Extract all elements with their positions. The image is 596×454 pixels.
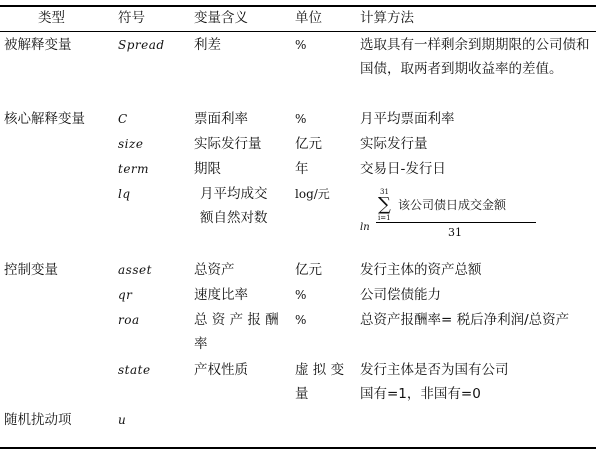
row-unit: 年 <box>295 161 309 177</box>
row-unit: % <box>295 112 307 126</box>
row-method: 实际发行量 <box>360 136 428 152</box>
header-unit: 单位 <box>295 10 322 26</box>
row-method: 交易日-发行日 <box>360 161 446 177</box>
formula-denominator: 31 <box>448 226 462 239</box>
header-meaning: 变量含义 <box>194 10 248 26</box>
row-symbol: size <box>118 137 144 151</box>
formula-ln: ln <box>360 222 370 233</box>
table-bottom-rule <box>0 447 596 449</box>
row-symbol: term <box>118 162 150 176</box>
row-method: 选取具有一样剩余到期期限的公司债和国债，取两者到期收益率的差值。 <box>360 37 590 77</box>
header-method: 计算方法 <box>360 10 414 26</box>
row-symbol: qr <box>118 288 133 302</box>
header-type: 类型 <box>38 10 65 26</box>
table-header-rule <box>0 31 596 32</box>
row-meaning-line2: 率 <box>194 336 208 352</box>
row-method: 发行主体的资产总额 <box>360 262 482 278</box>
row-unit: log/元 <box>295 187 330 201</box>
row-symbol: lq <box>118 187 131 201</box>
formula-sum-lower: i=1 <box>378 214 391 222</box>
row-meaning: 票面利率 <box>194 111 248 127</box>
row-method: 月平均票面利率 <box>360 111 455 127</box>
row-unit: 亿元 <box>295 136 322 152</box>
row-meaning-line2: 额自然对数 <box>200 210 268 226</box>
row-unit: % <box>295 38 307 52</box>
row-type: 核心解释变量 <box>4 111 85 127</box>
row-meaning: 总资产 <box>194 262 235 278</box>
row-symbol: u <box>118 413 127 427</box>
row-meaning-line1: 月平均成交 <box>200 186 268 202</box>
row-type: 控制变量 <box>4 262 58 278</box>
formula-sum-upper: 31 <box>380 188 389 196</box>
row-symbol: state <box>118 363 151 377</box>
row-unit: % <box>295 288 307 302</box>
row-unit: 亿元 <box>295 262 322 278</box>
row-meaning: 期限 <box>194 161 221 177</box>
row-type: 随机扰动项 <box>4 412 72 428</box>
row-method-line2: 国有=1，非国有=0 <box>360 386 481 402</box>
row-method: 总资产报酬率= 税后净利润/总资产 <box>360 312 570 328</box>
row-type: 被解释变量 <box>4 37 72 53</box>
row-unit-line2: 量 <box>295 386 309 402</box>
formula-fraction-bar <box>376 222 536 223</box>
header-symbol: 符号 <box>118 10 145 26</box>
row-unit-line1: 虚 拟 变 <box>295 362 345 378</box>
liquidity-formula <box>360 188 540 244</box>
row-symbol: roa <box>118 313 140 327</box>
row-meaning: 产权性质 <box>194 362 248 378</box>
row-meaning: 利差 <box>194 37 221 53</box>
row-meaning-line1: 总 资 产 报 酬 <box>194 312 279 328</box>
sigma-icon: ∑ <box>378 194 391 215</box>
row-meaning: 实际发行量 <box>194 136 262 152</box>
row-symbol: asset <box>118 263 152 277</box>
row-method-line1: 发行主体是否为国有公司 <box>360 362 509 378</box>
row-unit: % <box>295 313 307 327</box>
row-method: 公司偿债能力 <box>360 287 441 303</box>
row-meaning: 速度比率 <box>194 287 248 303</box>
row-symbol: Spread <box>118 38 165 52</box>
formula-numerator: 该公司债日成交金额 <box>398 198 507 212</box>
row-symbol: C <box>118 112 128 126</box>
